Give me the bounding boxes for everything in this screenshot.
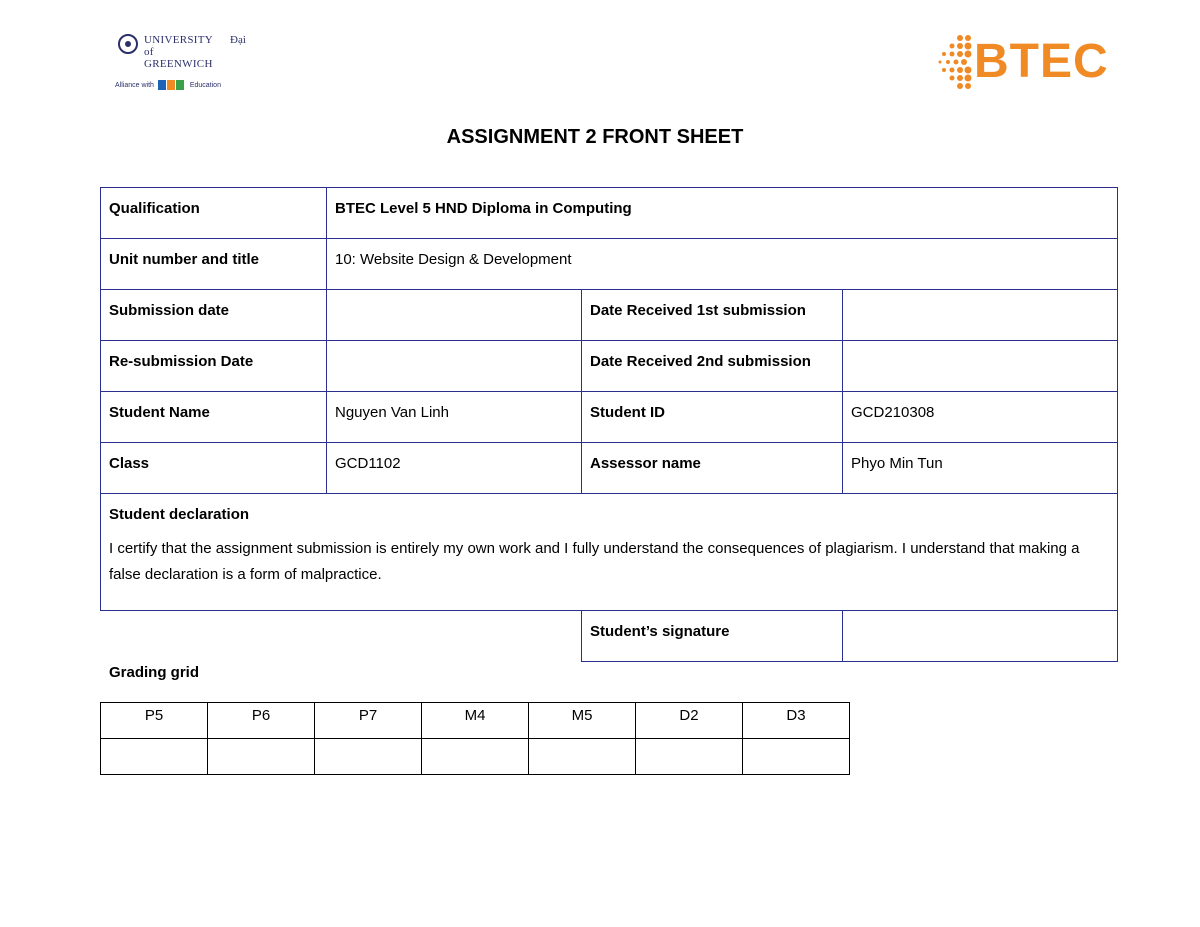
- grade-d2-header: D2: [636, 703, 743, 739]
- student-declaration: [100, 493, 1118, 611]
- class-label: Class: [100, 442, 327, 494]
- submission-date-label: Submission date: [100, 289, 327, 341]
- page-title: ASSIGNMENT 2 FRONT SHEET: [446, 126, 744, 148]
- crest-icon: [118, 34, 138, 54]
- grade-p7-cell[interactable]: [315, 739, 422, 775]
- date-received-2-field[interactable]: [842, 340, 1118, 392]
- qualification-value: BTEC Level 5 HND Diploma in Computing: [326, 187, 1118, 239]
- grading-value-row: [101, 739, 850, 775]
- grade-d3-cell[interactable]: [743, 739, 850, 775]
- date-received-2-label: Date Received 2nd submission: [581, 340, 843, 392]
- university-name: UNIVERSITY of GREENWICH: [144, 34, 213, 70]
- submission-date-field[interactable]: [326, 289, 582, 341]
- declaration-title: Student declaration: [109, 506, 250, 523]
- date-received-1-label: Date Received 1st submission: [581, 289, 843, 341]
- alliance-suffix: Education: [189, 81, 221, 89]
- signature-label: Student’s signature: [581, 610, 843, 662]
- grade-m5-header: M5: [529, 703, 636, 739]
- signature-field[interactable]: [842, 610, 1118, 662]
- grade-p6-header: P6: [208, 703, 315, 739]
- university-logo: [112, 30, 262, 100]
- assessor-value: Phyo Min Tun: [842, 442, 1118, 494]
- date-received-1-field[interactable]: [842, 289, 1118, 341]
- class-value: GCD1102: [326, 442, 582, 494]
- alliance-text: Alliance with: [115, 81, 154, 89]
- assessor-label: Assessor name: [581, 442, 843, 494]
- declaration-text: I certify that the assignment submission is entirely my own work and I fully understand the consequences of plagiarism. I understand that making a false declaration is a form of malpractice.: [109, 540, 1080, 583]
- student-id-value: GCD210308: [842, 391, 1118, 443]
- grade-p5-cell[interactable]: [101, 739, 208, 775]
- unit-label: Unit number and title: [100, 238, 327, 290]
- qualification-label: Qualification: [100, 187, 327, 239]
- grade-p7-header: P7: [315, 703, 422, 739]
- unit-value: 10: Website Design & Development: [326, 238, 1118, 290]
- student-name-value: Nguyen Van Linh: [326, 391, 582, 443]
- resubmission-date-label: Re-submission Date: [100, 340, 327, 392]
- grade-p5-header: P5: [101, 703, 208, 739]
- grading-header-row: [101, 703, 850, 739]
- grading-grid: [100, 702, 850, 775]
- alliance-line: [115, 80, 221, 90]
- fpt-logo-icon: [158, 80, 186, 90]
- grade-m4-header: M4: [422, 703, 529, 739]
- grade-p6-cell[interactable]: [208, 739, 315, 775]
- btec-wordmark: BTEC: [974, 35, 1109, 88]
- grade-m5-cell[interactable]: [529, 739, 636, 775]
- grade-d3-header: D3: [743, 703, 850, 739]
- grade-d2-cell[interactable]: [636, 739, 743, 775]
- grade-m4-cell[interactable]: [422, 739, 529, 775]
- btec-logo: [934, 30, 1124, 96]
- grading-grid-label: Grading grid: [109, 664, 199, 681]
- student-id-label: Student ID: [581, 391, 843, 443]
- university-mark: Đại: [230, 34, 246, 46]
- resubmission-date-field[interactable]: [326, 340, 582, 392]
- student-name-label: Student Name: [100, 391, 327, 443]
